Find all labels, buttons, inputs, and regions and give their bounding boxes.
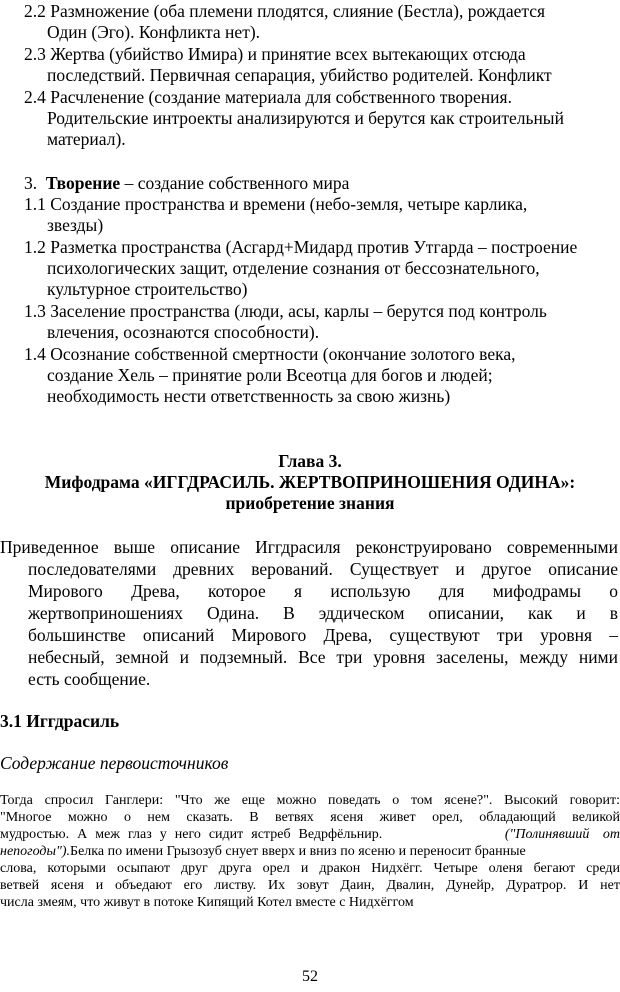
list-item-2-3-cont: последствий. Первичная сепарация, убийство родителей. Конфликт [47,65,552,85]
paragraph-line-4: жертвоприношениях Одина. В эддическом описании, как и в [28,603,618,623]
list-item-2-4: 2.4 Расчленение (создание материала для собственного творения. [24,87,512,107]
paragraph-line-2: последователями древних верований. Существует и другое описание [28,559,618,579]
list-item-1-2-cont-1: психологических защит, отделение сознания от бессознательного, [47,258,540,278]
quote-line-3: мудростью. А меж глаз у него сидит ястреб Ведрфёльнир. ("Полинявший от [0,827,620,842]
list-item-2-2-cont: Один (Эго). Конфликта нет). [47,22,261,42]
quote-line-1: Тогда спросил Ганглери: "Что же еще можно поведать о том ясене?". Высокий говорит: [0,793,620,808]
list-item-1-3-cont: влечения, осознаются способности). [47,322,320,342]
sources-heading: Содержание первоисточников [0,753,229,773]
list-item-1-2-cont-2: культурное строительство) [47,279,248,299]
page-number: 52 [302,968,318,985]
list-item-2-4-cont-2: материал). [47,129,126,149]
list-item-1-2: 1.2 Разметка пространства (Асгард+Мидард против Утгарда – построение [24,237,578,257]
list-item-1-1: 1.1 Создание пространства и времени (небо-земля, четыре карлика, [24,194,528,214]
section-heading: 3.1 Иггдрасиль [0,711,120,731]
paragraph-line-3: Мирового Древа, которое я использую для мифодрамы о [28,581,618,601]
paragraph-line-7: есть сообщение. [28,669,151,689]
chapter-number: Глава 3. [278,451,342,471]
list-item-1-3: 1.3 Заселение пространства (люди, асы, карлы – берутся под контроль [24,301,547,321]
list-item-2-2: 2.2 Размножение (оба племени плодятся, слияние (Бестла), рождается [24,1,546,21]
list-item-2-3: 2.3 Жертва (убийство Имира) и принятие всех вытекающих отсюда [24,44,526,64]
quote-line-4: непогоды").Белка по имени Грызозуб снует вверх и вниз по ясеню и переносит бранные [0,844,526,859]
paragraph-line-6: небесный, земной и подземный. Все три уровня заселены, между ними [28,647,618,667]
quote-line-2: "Многое можно о нем сказать. В ветвях ясеня живет орел, обладающий великой [0,810,620,825]
section-3-heading: 3. Творение – создание собственного мира [24,173,350,193]
quote-line-5: слова, которыми осыпают друг друга орел и дракон Нидхёгг. Четыре оленя бегают среди [0,861,620,876]
paragraph-line-1: Приведенное выше описание Иггдрасиля реконструировано современными [0,537,618,557]
paragraph-line-5: большинстве описаний Мирового Древа, существуют три уровня – [28,625,618,645]
list-item-1-1-cont: звезды) [47,215,104,235]
list-item-1-4-cont-2: необходимость нести ответственность за свою жизнь) [47,386,451,406]
list-item-1-4-cont-1: создание Хель – принятие роли Всеотца для богов и людей; [47,365,493,385]
quote-line-7: числа змеям, что живут в потоке Кипящий Котел вместе с Нидхёггом [0,895,414,910]
chapter-title: Мифодрама «ИГГДРАСИЛЬ. ЖЕРТВОПРИНОШЕНИЯ ОДИНА»: [44,472,576,492]
list-item-1-4: 1.4 Осознание собственной смертности (окончание золотого века, [24,344,516,364]
chapter-subtitle: приобретение знания [225,493,395,513]
quote-line-6: ветвей ясеня и объедают его листву. Их зовут Даин, Двалин, Дунейр, Дуратрор. И нет [0,878,620,893]
list-item-2-4-cont-1: Родительские интроекты анализируются и берутся как строительный [47,108,564,128]
